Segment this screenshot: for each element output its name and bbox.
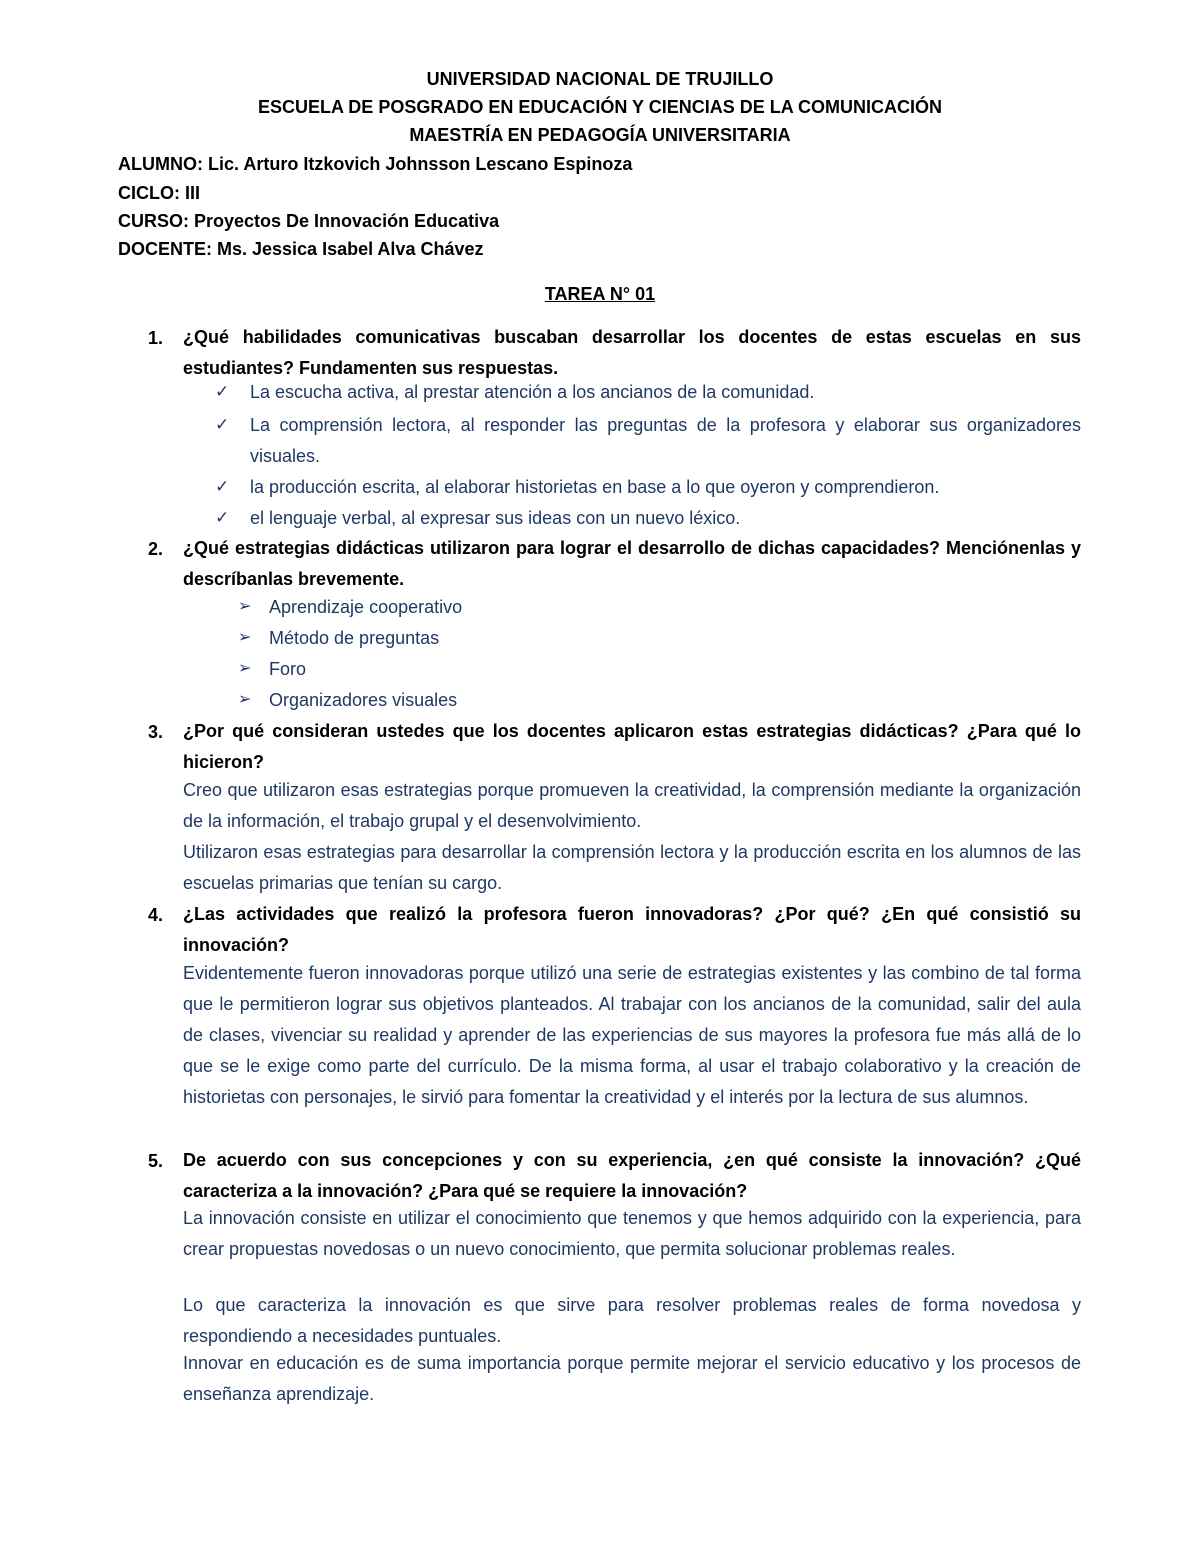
answer-paragraph: Innovar en educación es de suma importancia porque permite mejorar el servicio educativo y los procesos de enseñanza aprendizaje. xyxy=(183,1353,1081,1404)
answer-paragraph: La innovación consiste en utilizar el conocimiento que tenemos y que hemos adquirido con la experiencia, para crear propuestas novedosas o un nuevo conocimiento, que permita solucionar problemas reales. xyxy=(183,1208,1081,1259)
course-line: CURSO: Proyectos De Innovación Educativa xyxy=(118,211,500,231)
check-icon: ✓ xyxy=(215,382,230,401)
answer-item: Aprendizaje cooperativo xyxy=(269,597,463,617)
question-text: De acuerdo con sus concepciones y con su experiencia, ¿en qué consiste la innovación? ¿Qué caracteriza a la innovación? ¿Para qué se requiere la innovación? xyxy=(183,1150,1081,1201)
arrow-bullet-icon: ➢ xyxy=(238,629,252,646)
question-number: 4. xyxy=(148,905,164,925)
answer-item: La comprensión lectora, al responder las preguntas de la profesora y elaborar sus organizadores visuales. xyxy=(250,415,1081,466)
answer-paragraph: Utilizaron esas estrategias para desarrollar la comprensión lectora y la producción escrita en los alumnos de las escuelas primarias que tenían su cargo. xyxy=(183,842,1081,893)
question-number: 2. xyxy=(148,539,164,559)
task-title: TAREA N° 01 xyxy=(544,284,656,304)
answer-paragraph: Creo que utilizaron esas estrategias porque promueven la creatividad, la comprensión mediante la organización de la información, el trabajo grupal y el desenvolvimiento. xyxy=(183,780,1081,831)
teacher-line: DOCENTE: Ms. Jessica Isabel Alva Chávez xyxy=(118,239,484,259)
answer-item: Foro xyxy=(269,659,307,679)
program-name: MAESTRÍA EN PEDAGOGÍA UNIVERSITARIA xyxy=(409,125,791,145)
check-icon: ✓ xyxy=(215,415,230,434)
answer-item: Método de preguntas xyxy=(269,628,440,648)
school-name: ESCUELA DE POSGRADO EN EDUCACIÓN Y CIENCIAS DE LA COMUNICACIÓN xyxy=(257,97,943,117)
check-icon: ✓ xyxy=(215,477,230,496)
question-text: ¿Qué habilidades comunicativas buscaban desarrollar los docentes de estas escuelas en sus estudiantes? Fundamenten sus respuestas. xyxy=(183,327,1081,378)
question-text: ¿Por qué consideran ustedes que los docentes aplicaron estas estrategias didácticas? ¿Para qué lo hicieron? xyxy=(183,721,1081,772)
answer-item: Organizadores visuales xyxy=(269,690,458,710)
question-text: ¿Las actividades que realizó la profesora fueron innovadoras? ¿Por qué? ¿En qué consistió su innovación? xyxy=(183,904,1081,955)
answer-paragraph: Lo que caracteriza la innovación es que sirve para resolver problemas reales de forma novedosa y respondiendo a necesidades puntuales. xyxy=(183,1295,1081,1346)
answer-item: el lenguaje verbal, al expresar sus ideas con un nuevo léxico. xyxy=(250,508,741,528)
answer-item: la producción escrita, al elaborar historietas en base a lo que oyeron y comprendieron. xyxy=(250,477,940,497)
question-text: ¿Qué estrategias didácticas utilizaron para lograr el desarrollo de dichas capacidades? Menciónenlas y descríbanlas brevemente. xyxy=(183,538,1081,589)
question-number: 5. xyxy=(148,1151,164,1171)
arrow-bullet-icon: ➢ xyxy=(238,660,252,677)
question-number: 3. xyxy=(148,722,164,742)
question-number: 1. xyxy=(148,328,164,348)
answer-item: La escucha activa, al prestar atención a los ancianos de la comunidad. xyxy=(250,382,815,402)
cycle-line: CICLO: III xyxy=(118,183,200,203)
arrow-bullet-icon: ➢ xyxy=(238,691,252,708)
arrow-bullet-icon: ➢ xyxy=(238,598,252,615)
answer-paragraph: Evidentemente fueron innovadoras porque utilizó una serie de estrategias existentes y las combino de tal forma que le permitieron lograr sus objetivos planteados. Al trabajar con los ancianos de la comunidad, salir del aula de clases, vivenciar su realidad y aprender de las experiencias de sus mayores la profesora fue más allá de lo que se le exige como parte del currículo. De la misma forma, al usar el trabajo colaborativo y la creación de historietas con personajes, le sirvió para fomentar la creatividad y el interés por la lectura de sus alumnos. xyxy=(183,963,1081,1107)
student-line: ALUMNO: Lic. Arturo Itzkovich Johnsson Lescano Espinoza xyxy=(118,154,633,174)
university-name: UNIVERSIDAD NACIONAL DE TRUJILLO xyxy=(426,69,774,89)
check-icon: ✓ xyxy=(215,508,230,527)
